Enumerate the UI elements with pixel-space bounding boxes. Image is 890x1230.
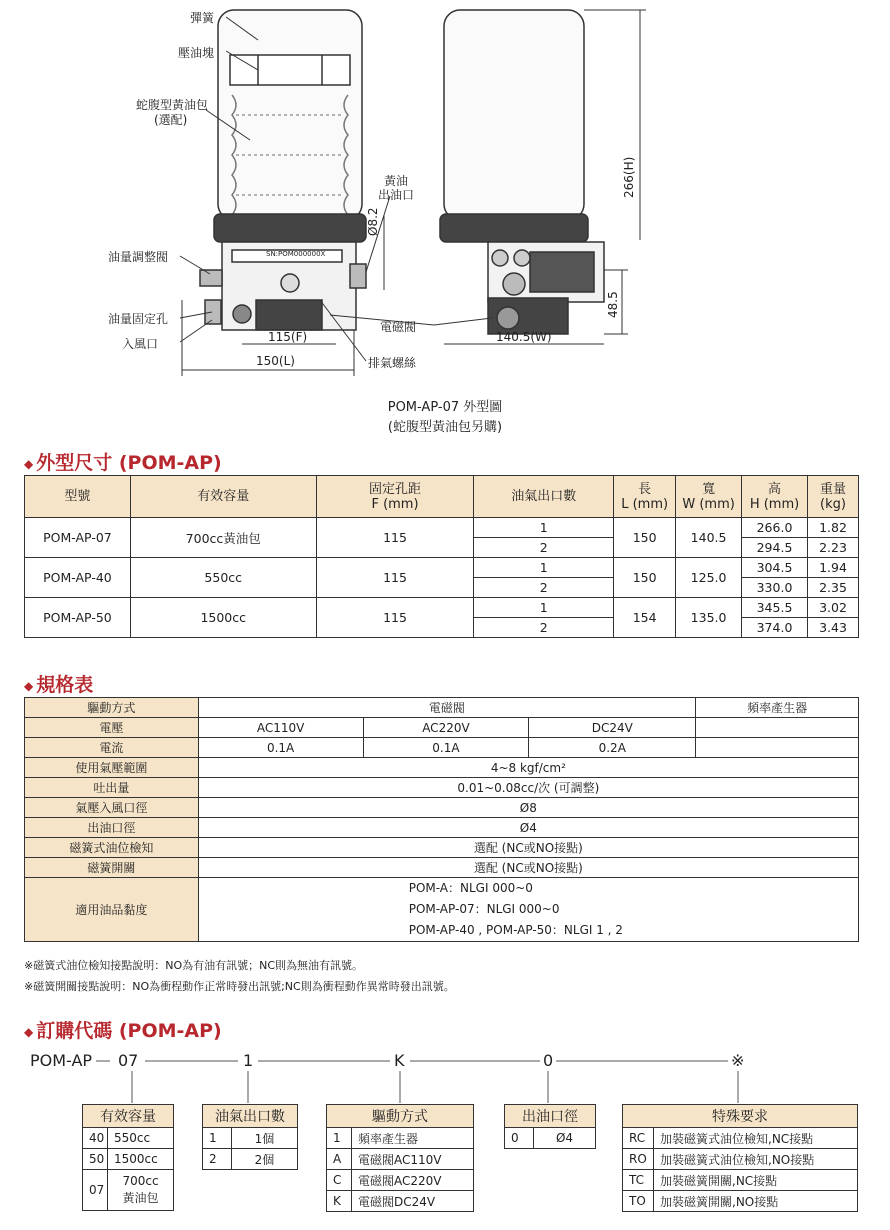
order-special-table: 特殊要求 RC 加裝磁簧式油位檢知,NC接點 RO 加裝磁簧式油位檢知,NO接點 TC 加裝磁簧開關,NC接點 TO 加裝磁簧開關,NO接點 (622, 1104, 858, 1212)
label-spring: 彈簧 (190, 11, 215, 25)
spec-section-title: ◆ 規格表 (24, 674, 94, 696)
dimensions-table: 型號 有效容量 固定孔距 F (mm) 油氣出口數 長 L (mm) 寬 W (mm) 高 H (mm) 重量 (kg) POM-AP-07 700cc黃油包 115 1 150 140.5 266.0 1.82 2 294.5 2.23 POM-AP-40 550cc 115 1 150 125.0 304.5 1.94 2 330.0 2.35 POM-AP-50 1500cc 115 1 154 135.0 345.5 3.02 2 374.0 3.43 (24, 475, 859, 638)
note-reed-level: ※磁簧式油位檢知接點說明：NO為有油有訊號；NC則為無油有訊號。 (24, 959, 364, 972)
code-outlets: 1 (243, 1051, 254, 1070)
label-air-inlet: 入風口 (122, 337, 159, 351)
dim-l: 150(L) (256, 354, 295, 368)
header-model: 型號 (25, 476, 131, 518)
label-exhaust: 排氣螺絲 (368, 356, 417, 370)
drawing-caption: POM-AP-07 外型圖 (387, 400, 503, 415)
header-l: 長 L (mm) (614, 476, 676, 518)
table-row: POM-AP-07 700cc黃油包 115 1 150 140.5 266.0 1.82 (25, 518, 859, 538)
label-flow-adjust: 油量調整閥 (108, 250, 169, 264)
order-capacity-table: 有效容量 40 550cc 50 1500cc 07 700cc 黃油包 (82, 1104, 174, 1211)
table-row: POM-AP-50 1500cc 115 1 154 135.0 345.5 3.02 (25, 598, 859, 618)
dims-section-title: ◆ 外型尺寸 (POM-AP) (24, 452, 222, 474)
dim-f: 115(F) (268, 330, 308, 344)
label-solenoid: 電磁閥 (380, 320, 417, 334)
order-section-title: ◆ 訂購代碼 (POM-AP) (24, 1020, 222, 1042)
label-fix-hole: 油量固定孔 (108, 312, 169, 326)
label-bellows: 蛇腹型黃油包 (136, 98, 209, 112)
code-capacity: 07 (118, 1051, 139, 1070)
label-bellows-option: (選配) (154, 113, 188, 127)
dim-base: 48.5 (606, 291, 620, 318)
dim-w: 140.5(W) (496, 330, 552, 344)
drawing-caption-note: (蛇腹型黃油包另購) (387, 420, 503, 435)
header-kg: 重量 (kg) (807, 476, 858, 518)
header-outlets: 油氣出口數 (474, 476, 614, 518)
dim-phi: Ø8.2 (366, 207, 380, 236)
label-outlet: 黃油 (384, 174, 409, 188)
label-outlet-2: 出油口 (378, 188, 415, 202)
code-outlet-dia: 0 (543, 1051, 554, 1070)
code-drive: K (394, 1051, 405, 1070)
header-capacity: 有效容量 (130, 476, 316, 518)
note-reed-switch: ※磁簧開關接點說明：NO為衝程動作正常時發出訊號;NC則為衝程動作異常時發出訊號。 (24, 980, 455, 993)
header-w: 寬 W (mm) (676, 476, 742, 518)
order-drive-table: 驅動方式 1 頻率產生器 A 電磁閥AC110V C 電磁閥AC220V K 電磁閥DC24V (326, 1104, 474, 1212)
header-h: 高 H (mm) (742, 476, 808, 518)
label-press-block: 壓油塊 (178, 46, 215, 60)
code-prefix: POM-AP (30, 1051, 93, 1070)
table-row: POM-AP-40 550cc 115 1 150 125.0 304.5 1.94 (25, 558, 859, 578)
order-outlet-dia-table: 出油口徑 0 Ø4 (504, 1104, 596, 1149)
dim-h: 266(H) (622, 156, 636, 198)
sn-plate: SN:POM000000X (266, 250, 326, 258)
code-special: ※ (731, 1051, 745, 1070)
spec-table: 驅動方式 電磁閥 頻率產生器 電壓 AC110V AC220V DC24V 電流 0.1A 0.1A 0.2A 使用氣壓範圍 4~8 kgf/cm² 吐出量 0.01~0.08cc/次 (可調整) 氣壓入風口徑 Ø8 出油口徑 Ø4 磁簧式油位檢知 選配 (NC或NO接點) 磁簧開關 選配 (NC或NO接點) 適用油品黏度 POM-A：NLGI 000~0 POM-AP-07：NLGI 000~0 POM-AP-40 , POM-AP-50：NLGI 1 , 2 (24, 697, 859, 942)
order-outlets-table: 油氣出口數 1 1個 2 2個 (202, 1104, 298, 1170)
header-f: 固定孔距 F (mm) (316, 476, 474, 518)
